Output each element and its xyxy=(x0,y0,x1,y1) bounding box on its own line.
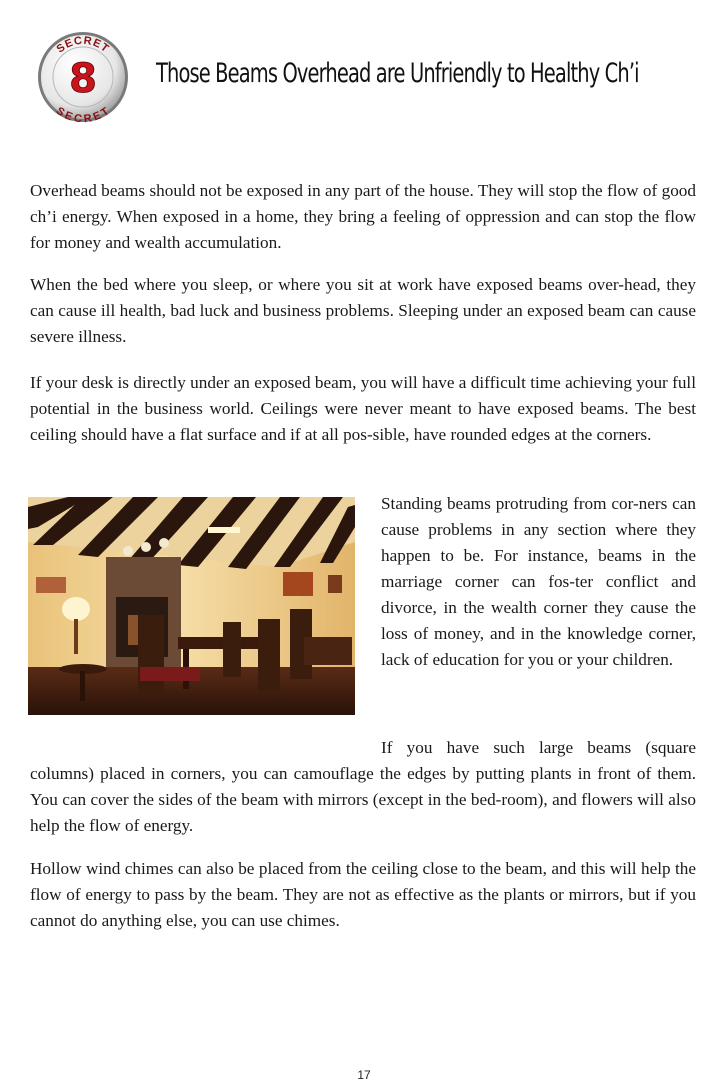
paragraph-6: Hollow wind chimes can also be placed from the ceiling close to the beam, and this will help the flow of energy to pass by the beam. They are not as effective as the plants or mirrors, but if you cannot do anything else, you can use chimes. xyxy=(30,859,696,930)
badge-number: 8 xyxy=(69,56,97,102)
paragraph-2: When the bed where you sleep, or where you sit at work have exposed beams over-head, they can cause ill health, bad luck and business problems. Sleeping under an exposed beam can cause severe illness. xyxy=(30,275,696,346)
page-number: 17 xyxy=(357,1068,371,1082)
paragraph-3: If your desk is directly under an exposed beam, you will have a difficult time achieving your full potential in the business world. Ceilings were never meant to have exposed beams. The best ceiling should have a flat surface and if at all pos-sible, have rounded edges at the corners. xyxy=(30,373,696,444)
secret-8-badge xyxy=(36,30,130,124)
paragraph-4: Standing beams protruding from cor-ners can cause problems in any section where they happen to be. For instance, beams in the marriage corner can fos-ter conflict and divorce, in the wealth corner they cause the loss of money, and in the knowledge corner, lack of education for you or your children. xyxy=(381,494,696,669)
badge-top-text: SECRET xyxy=(54,34,112,56)
paragraph-5: If you have such large beams (square columns) placed in corners, you can camouflage the edges by putting plants in front of them. You can cover the sides of the beam with mirrors (except in the bed-room), and flowers will also help the flow of energy. xyxy=(30,738,696,835)
badge-bottom-text: SECRET xyxy=(53,104,113,124)
dining-room-photo xyxy=(28,497,355,715)
paragraph-1: Overhead beams should not be exposed in any part of the house. They will stop the flow of good ch’i energy. When exposed in a home, they bring a feeling of oppression and can stop the flow for money and wealth accumulation. xyxy=(30,181,696,252)
page-title: Those Beams Overhead are Unfriendly to Healthy Ch’i xyxy=(156,58,639,89)
